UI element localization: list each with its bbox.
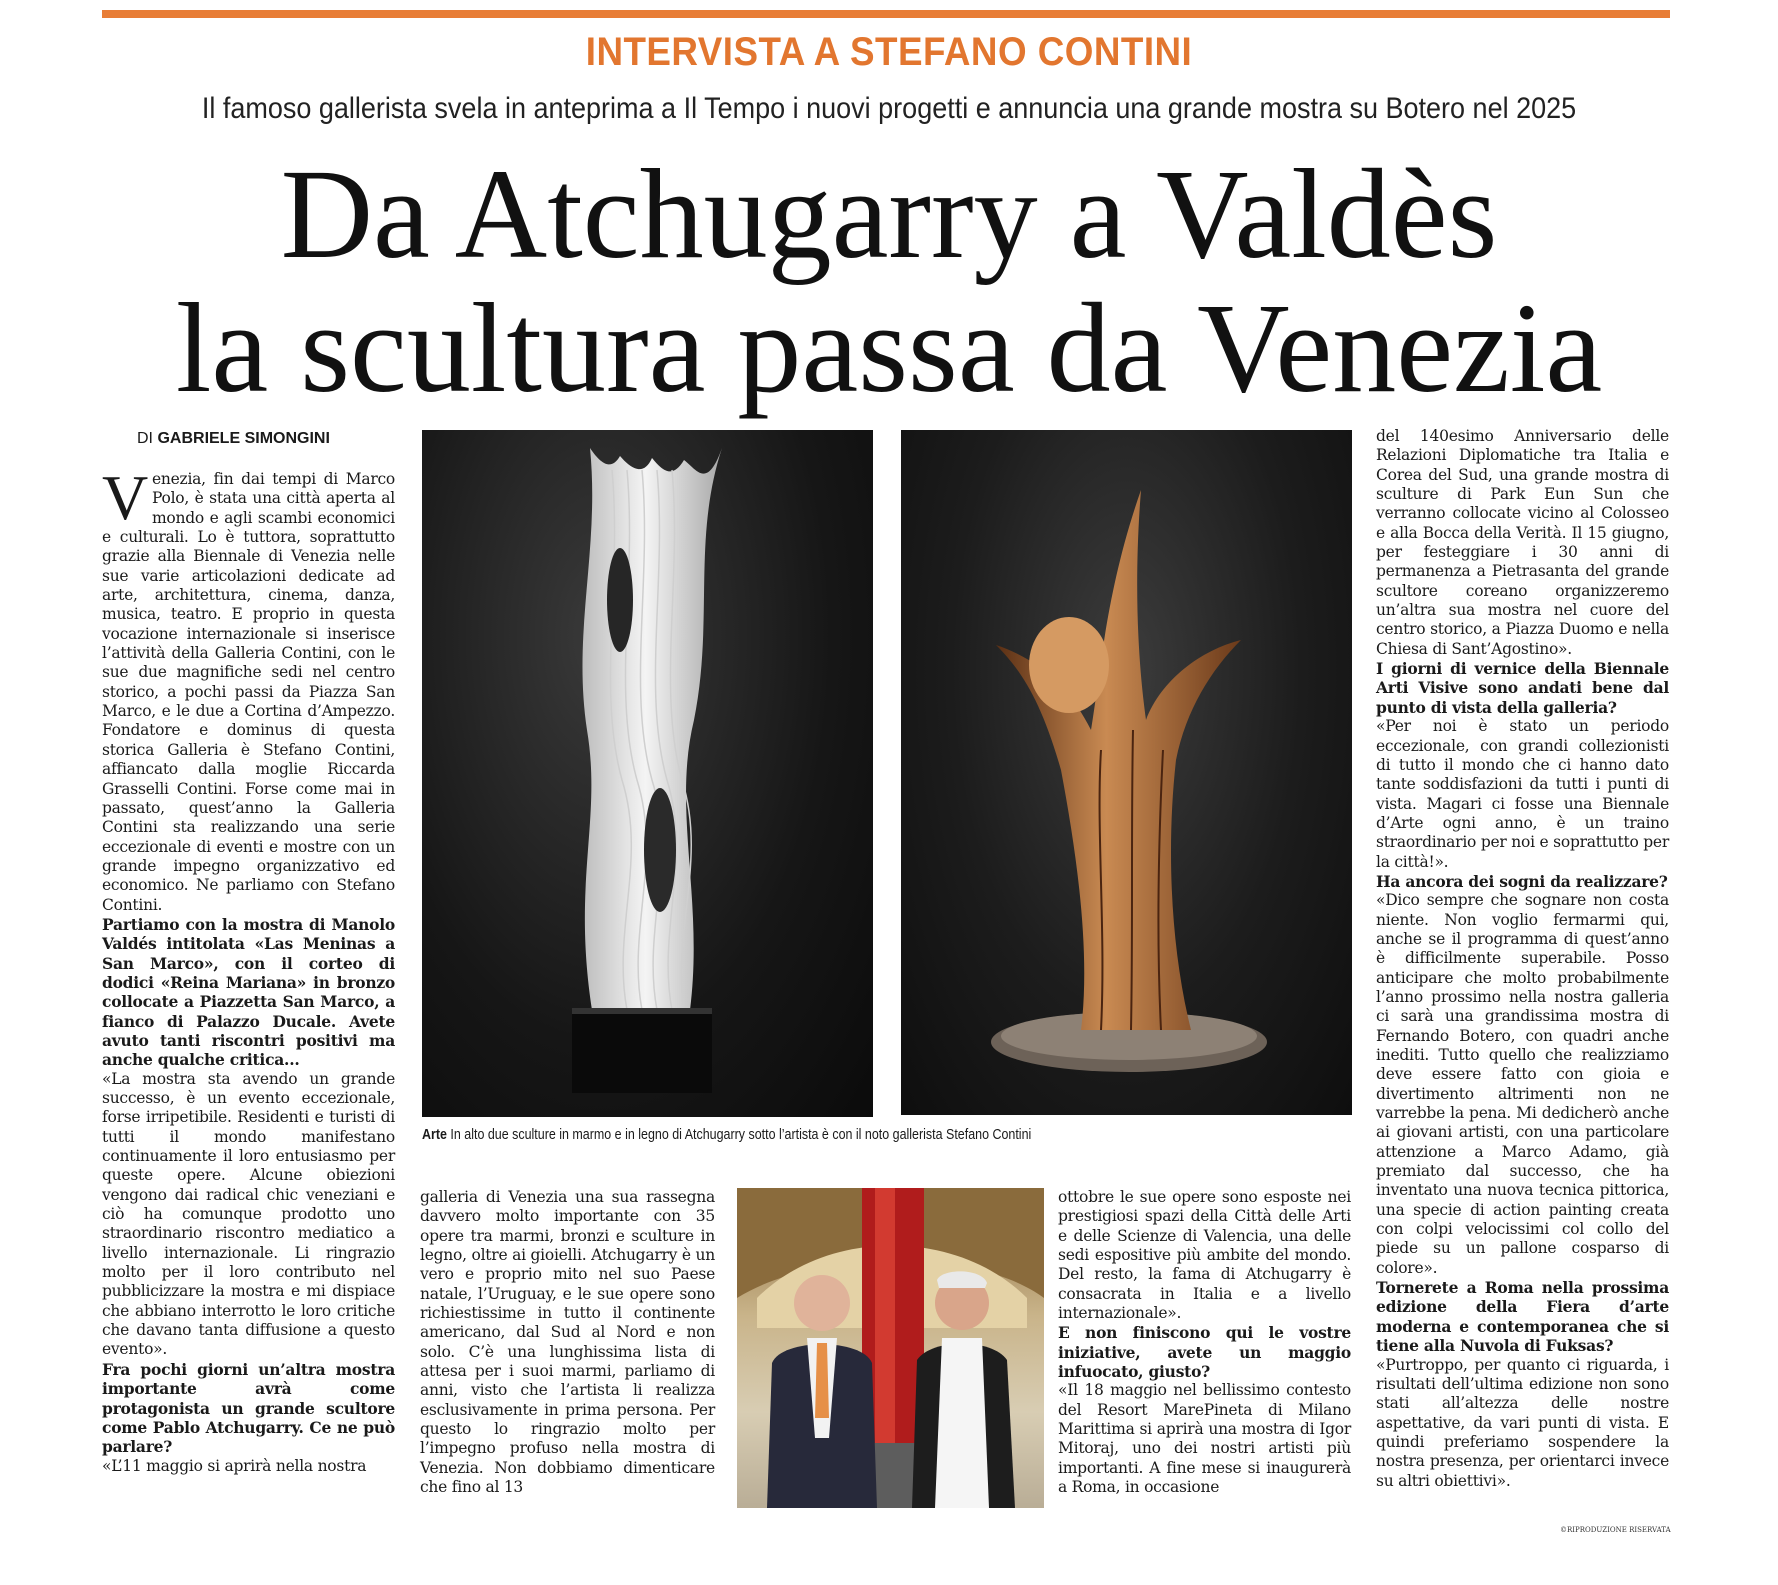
- answer-1: «La mostra sta avendo un grande successo, è un evento eccezionale, forse irripetibile. Residenti e turisti di tutti il mondo manifestano continuamente il loro entusiasmo per queste opere. Alcune obiezioni vengono dai radical chic veneziani e ciò ha comunque prodotto uno straordinario riscontro mediatico a livello internazionale. Li ringrazio molto per il loro contributo nel pubblicizzare la mostra e mi dispiace che abbiano interrotto le loro critiche che davano tanta diffusione a questo evento».: [102, 1069, 395, 1359]
- byline-author: GABRIELE SIMONGINI: [157, 430, 330, 447]
- top-accent-rule: [102, 10, 1670, 18]
- question-5: Ha ancora dei sogni da realizzare?: [1376, 871, 1668, 891]
- artist-and-gallerist-photo: [737, 1188, 1044, 1508]
- intro-paragraph: enezia, fin dai tempi di Marco Polo, è stata una città aperta al mondo e agli scambi economici e culturali. Lo è tuttora, soprattutto grazie alla Biennale di Venezia nelle sue varie articolazioni dedicate ad arte, architettura, cinema, danza, musica, teatro. E proprio in questa vocazione internazionale si inserisce l’attività della Galleria Contini, con le sue due magnifiche sedi nel centro storico, a pochi passi da Piazza San Marco, e le due a Cortina d’Ampezzo. Fondatore e dominus di questa storica Galleria è Stefano Contini, affiancato dalla moglie Riccarda Grasselli Contini. Forse come mai in passato, quest’anno la Galleria Contini sta realizzando una serie eccezionale di eventi e mostre con un grande impegno organizzativo ed economico. Ne parliamo con Stefano Contini.: [102, 470, 395, 914]
- question-3: E non finiscono qui le vostre iniziative, avete un maggio infuocato, giusto?: [1058, 1323, 1351, 1382]
- question-6: Tornerete a Roma nella prossima edizione della Fiera d’arte moderna e contemporanea che si tiene alla Nuvola di Fuksas?: [1376, 1278, 1669, 1356]
- answer-5: «Dico sempre che sognare non costa niente. Non voglio fermarmi qui, anche se il programma di quest’anno è difficilmente superabile. Posso anticipare che molto probabilmente l’anno prossimo nella nostra galleria ci sarà una grandissima mostra di Fernando Botero, con quadri anche inediti. Tutto quello che realizziamo deve essere fatto con gioia e divertimento altrimenti non ne varrebbe la pena. Mi dedicherò anche ai giovani artisti, con una particolare attenzione a Marco Adamo, già premiato dal successo, che ha inventato una nuova tecnica pittorica, una specie di action painting creata con colpi velocissimi col collo del piede su un pallone cosparso di colore».: [1376, 891, 1669, 1277]
- question-4: I giorni di vernice della Biennale Arti Visive sono andati bene dal punto di vista della galleria?: [1376, 659, 1669, 717]
- answer-3-start: «Il 18 maggio nel bellissimo contesto del Resort MarePineta di Milano Marittima si aprirà una mostra di Igor Mitoraj, uno dei nostri artisti più importanti. A fine mese si inaugurerà a Roma, in occasione: [1058, 1381, 1351, 1497]
- answer-3-end: del 140esimo Anniversario delle Relazioni Diplomatiche tra Italia e Corea del Sud, una grande mostra di sculture di Park Eun Sun che verranno collocate vicino al Colosseo e alla Bocca della Verità. Il 15 giugno, per festeggiare i 30 anni di permanenza a Pietrasanta del grande scultore coreano organizzeremo un’altra sua mostra nel cuore del centro storico, a Piazza Duomo e nella Chiesa di Sant’Agostino».: [1376, 427, 1669, 658]
- people-image: [737, 1188, 1044, 1508]
- article-column-1: [102, 462, 395, 1476]
- marble-sculpture-photo: [422, 430, 873, 1117]
- question-1: Partiamo con la mostra di Manolo Valdés intitolata «Las Meninas a San Marco», con il corteo di dodici «Reina Mariana» in bronzo collocate a Piazzetta San Marco, a fianco di Palazzo Ducale. Avete avuto tanti riscontri positivi ma anche qualche critica...: [102, 914, 395, 1070]
- answer-6: «Purtroppo, per quanto ci riguarda, i risultati dell’ultima edizione non sono stati all’altezza delle nostre aspettative, da vari punti di vista. E quindi preferiamo sospendere la nostra presenza, per orientarci invece su altri obiettivi».: [1376, 1355, 1669, 1490]
- answer-4: «Per noi è stato un periodo eccezionale, con grandi collezionisti di tutto il mondo che ci hanno dato tante soddisfazioni da tutti i punti di vista. Magari ci fosse una Biennale d’Arte ogni anno, è un traino straordinario per noi e soprattutto per la città!».: [1376, 717, 1669, 871]
- question-2: Fra pochi giorni un’altra mostra importante avrà come protagonista un grande scultore come Pablo Atchugarry. Ce ne può parlare?: [102, 1359, 395, 1457]
- answer-2-start: «L’11 maggio si aprirà nella nostra: [102, 1456, 367, 1475]
- article-column-4: [1376, 427, 1669, 1491]
- wood-sculpture-photo: [901, 430, 1352, 1115]
- byline: [137, 430, 330, 448]
- caption-text: In alto due sculture in marmo e in legno di Atchugarry sotto l’artista è con il noto gallerista Stefano Contini: [446, 1127, 1032, 1143]
- answer-2-continued: galleria di Venezia una sua rassegna davvero molto importante con 35 opere tra marmi, bronzi e sculture in legno, oltre ai gioielli. Atchugarry è un vero e proprio mito nel suo Paese natale, l’Uruguay, e le sue opere sono richiestissime in tutto il continente americano, dal Sud al Nord e non solo. C’è una lunghissima lista di attesa per i suoi marmi, parliamo di anni, visto che l’artista li realizza esclusivamente in prima persona. Per questo lo ringrazio molto per l’impegno profuso nella mostra di Venezia. Non dobbiamo dimenticare che fino al 13: [420, 1188, 715, 1497]
- marble-sculpture-image: [422, 430, 873, 1117]
- article-column-2: [420, 1188, 715, 1498]
- copyright-notice: ©RIPRODUZIONE RISERVATA: [1560, 1526, 1671, 1534]
- subtitle: Il famoso gallerista svela in anteprima a Il Tempo i nuovi progetti e annuncia una grande mostra su Botero nel 2025: [201, 92, 1577, 125]
- kicker: INTERVISTA A STEFANO CONTINI: [585, 30, 1193, 74]
- photo-caption: [422, 1127, 1031, 1143]
- drop-cap: V: [102, 462, 148, 533]
- answer-2-end: ottobre le sue opere sono esposte nei prestigiosi spazi della Città delle Arti e delle Scienze di Valencia, una delle sedi espositive più ambite del mondo. Del resto, la fama di Atchugarry è consacrata in Italia e a livello internazionale».: [1058, 1188, 1351, 1323]
- headline-line-2: la scultura passa da Venezia: [175, 277, 1603, 419]
- caption-label: Arte: [422, 1127, 447, 1143]
- article-column-3: [1058, 1188, 1351, 1498]
- wood-sculpture-image: [901, 430, 1352, 1115]
- headline-line-1: Da Atchugarry a Valdès: [280, 143, 1498, 285]
- byline-prefix: DI: [137, 430, 153, 447]
